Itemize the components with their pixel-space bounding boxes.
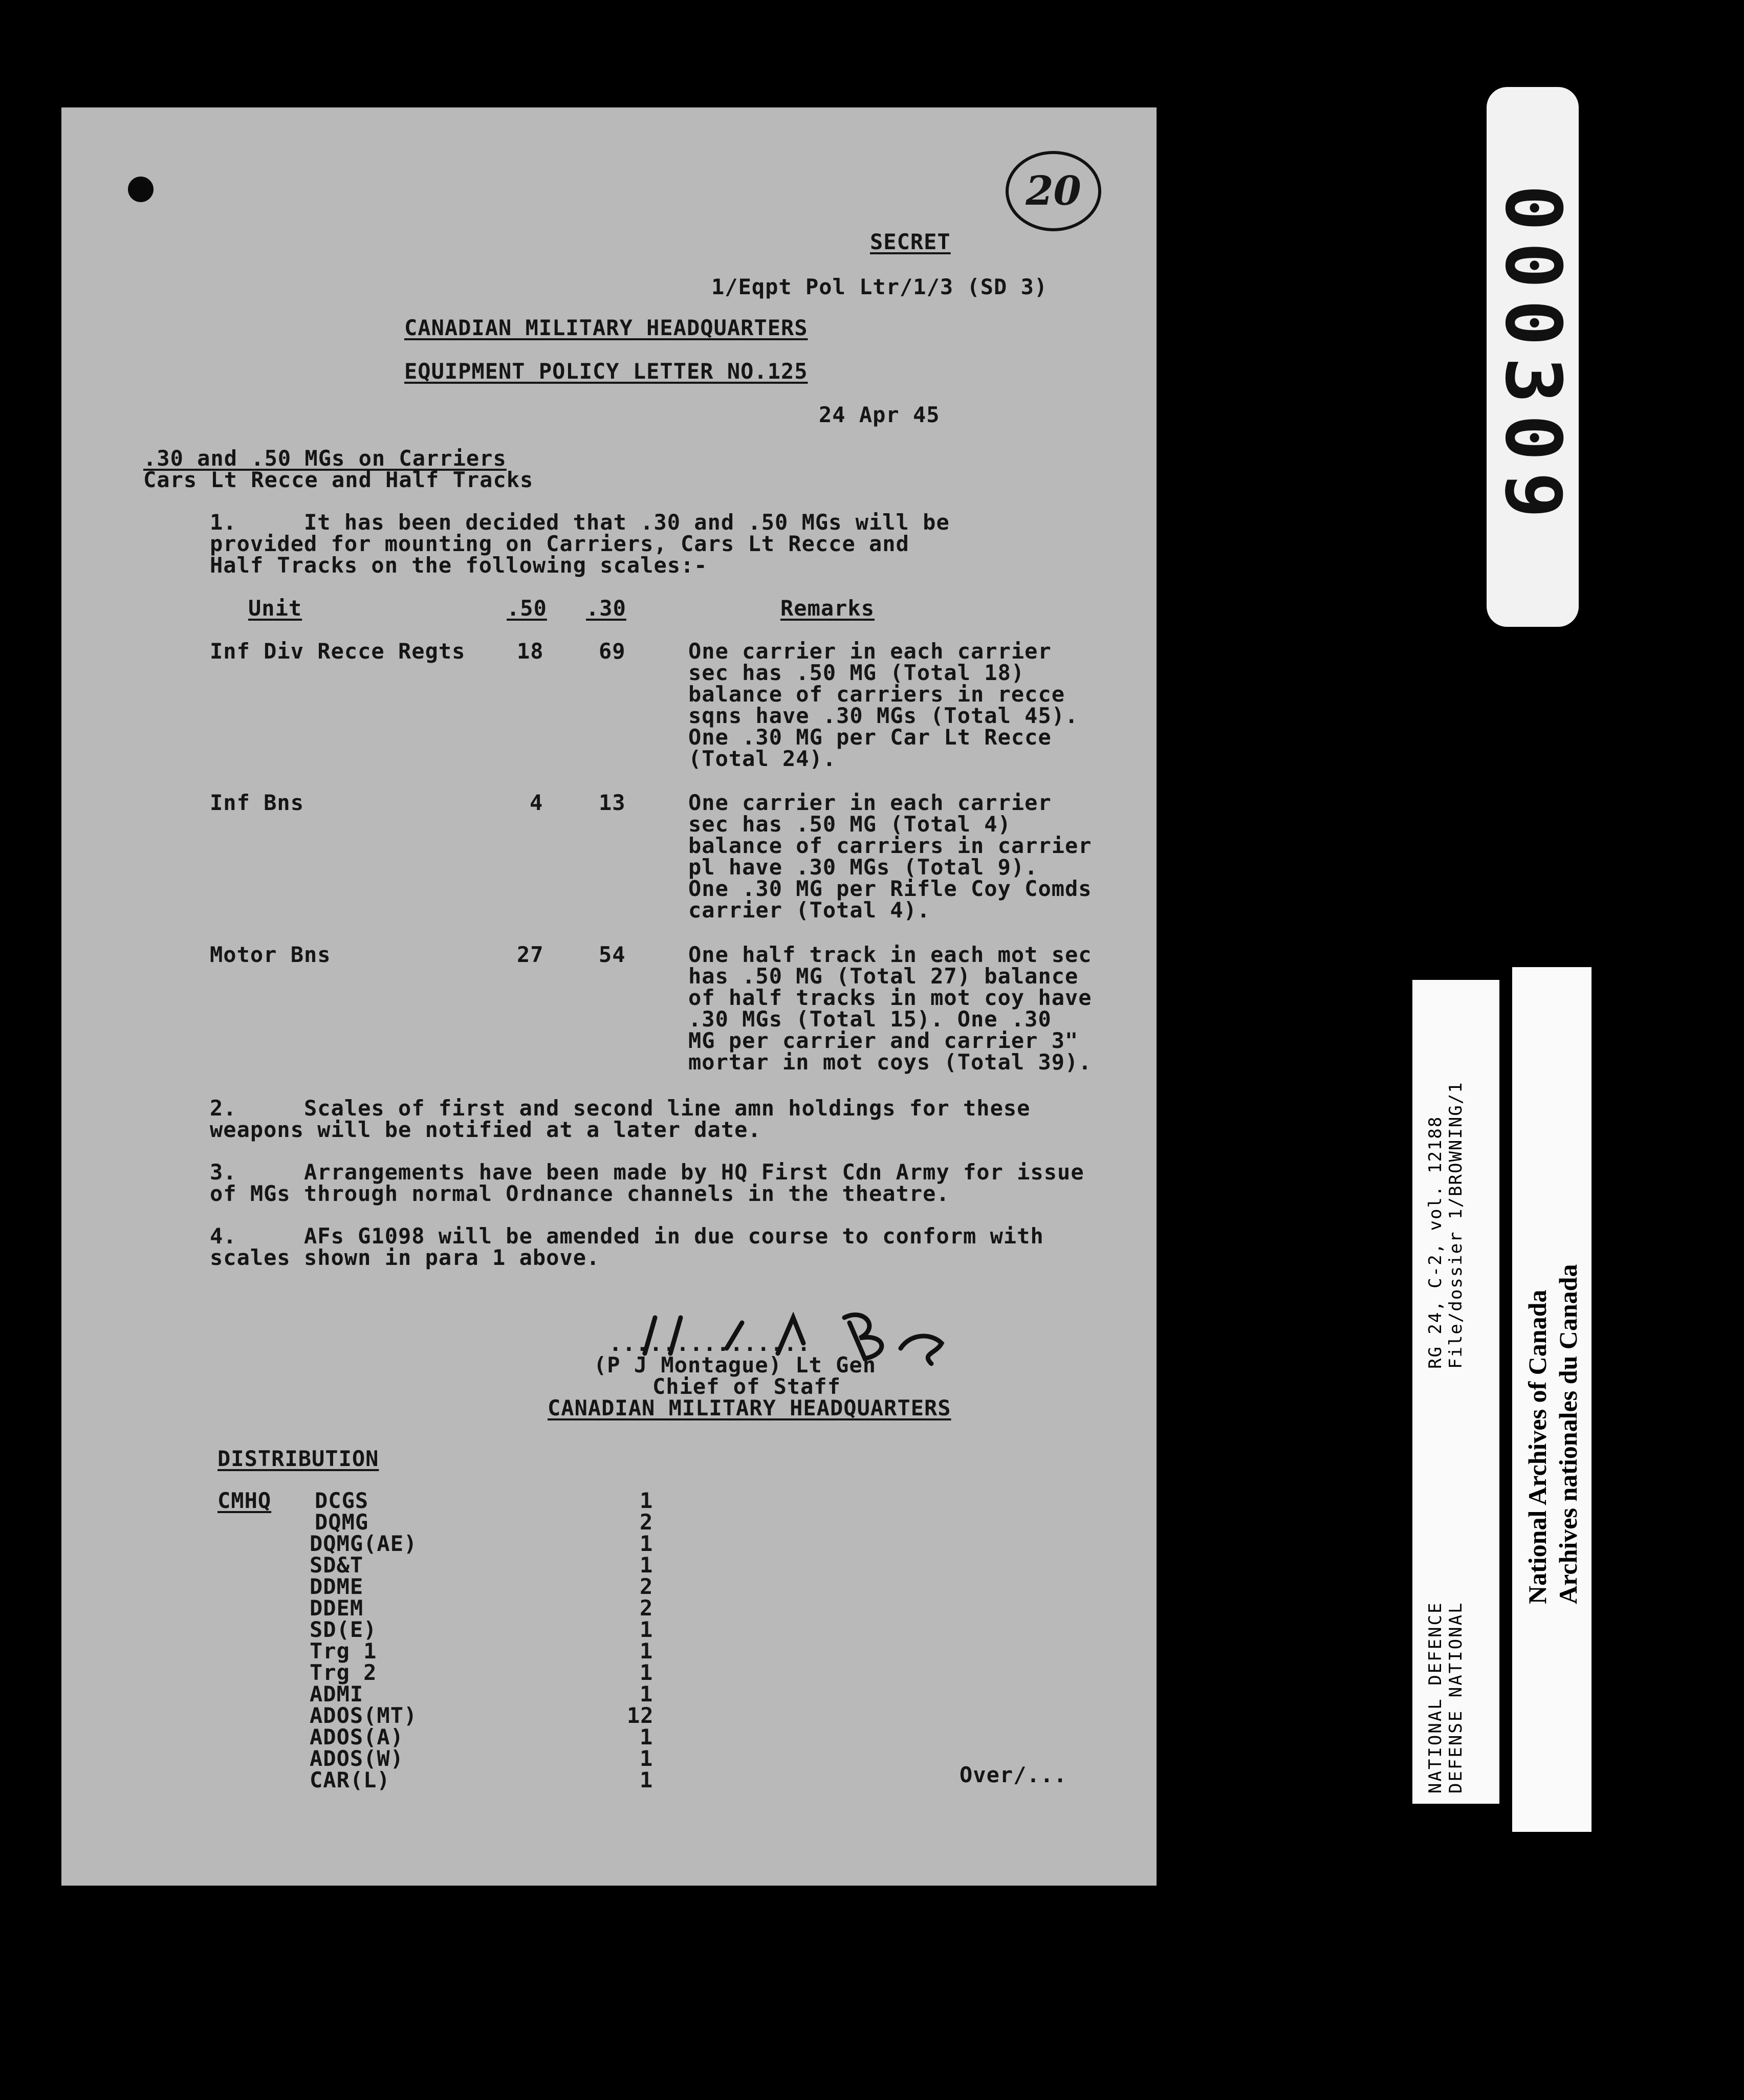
- list-item: SD(E): [310, 1617, 377, 1642]
- list-item: DDEM: [310, 1595, 364, 1621]
- file-number: 000309: [1488, 184, 1577, 530]
- document-page: 20 SECRET 1/Eqpt Pol Ltr/1/3 (SD 3) CANADIAN MILITARY HEADQUARTERS EQUIPMENT POLICY LETTER NO.125 24 Apr 45 .30 and .50 MGs on Carriers Cars Lt Recce and Half Tracks 1. It has been decided that .30 and .50 MGs will be provided for mounting on Carriers, Cars Lt Recce and Half Tracks on the following scales:- Unit .50 .30 Remarks Inf Div Recce Regts 18 69 One carrier in each carrier sec has .50 MG (Total 18) balance of carriers in recce sqns have .30 MGs (Total 45). One .30 MG per Car Lt Recce (Total 24). Inf Bns 4 13 One carrier in each carrier sec has .50 MG (Total 4) balance of carriers in carrier pl have .30 MGs (Total 9). One .30 MG per Rifle Coy Comds carrier (Total 4). Motor Bns 27 54 One half track in each mot sec has .50 MG (Total 27) balance of half tracks in mot coy have .30 MGs (Total 15). One .30 MG per carrier and carrier 3" mortar in mot coys (Total 39). 2. Scales of first and second line amn holdings for these weapons will be notified at a later date. 3. Arrangements have been made by HQ First Cdn Army for issue of MGs through normal Ordnance channels in the theatre. 4. AFs G1098 will be amended in due course to conform with scales shown in para 1 above. ............... (P J Montague) Lt Gen Chief of Staff CANADIAN MILITARY HEADQUARTERS DISTRIBUTION CMHQ DCGS 1 DQMG 2 DQMG(AE) 1 SD&T 1 DDME 2 DDEM 2 SD(E) 1 Trg 1 1 Trg 2 1 ADMI 1 ADOS(MT) 12 ADOS(A) 1 ADOS(W) 1 CAR(L) 1 Over/...: [61, 107, 1157, 1886]
- header-50: .50: [507, 596, 547, 621]
- reference-number: 1/Eqpt Pol Ltr/1/3 (SD 3): [711, 274, 1048, 299]
- list-item: ADMI: [310, 1681, 364, 1707]
- list-item: SD&T: [310, 1552, 364, 1578]
- distribution-group: CMHQ: [217, 1488, 272, 1513]
- list-item: DCGS: [315, 1488, 369, 1513]
- list-item-qty: 1: [640, 1488, 653, 1513]
- list-item: Trg 2: [310, 1660, 377, 1685]
- punch-hole: [128, 177, 154, 202]
- distribution-title: DISTRIBUTION: [217, 1446, 379, 1471]
- list-item: DQMG: [315, 1510, 369, 1535]
- list-item-qty: 12: [627, 1703, 654, 1728]
- archives-en: National Archives of Canada: [1523, 1289, 1552, 1604]
- subject-line-2: Cars Lt Recce and Half Tracks: [143, 467, 534, 492]
- dept-en: NATIONAL DEFENCE: [1425, 1601, 1446, 1793]
- dept-fr: DEFENSE NATIONAL: [1446, 1601, 1466, 1793]
- letter-date: 24 Apr 45: [819, 402, 940, 427]
- subject-line-1: .30 and .50 MGs on Carriers: [143, 446, 507, 471]
- list-item-qty: 1: [640, 1724, 653, 1749]
- letter-title: EQUIPMENT POLICY LETTER NO.125: [404, 359, 808, 384]
- list-item: ADOS(MT): [310, 1703, 418, 1728]
- list-item: ADOS(W): [310, 1746, 404, 1771]
- hq-title: CANADIAN MILITARY HEADQUARTERS: [404, 315, 808, 340]
- archives-fr: Archives nationales du Canada: [1554, 1264, 1582, 1604]
- signatory-role: Chief of Staff: [652, 1374, 841, 1399]
- list-item-qty: 1: [640, 1638, 653, 1664]
- ref-line-2: File/dossier 1/BROWNING/1: [1446, 1081, 1466, 1369]
- list-item-qty: 2: [640, 1574, 653, 1599]
- list-item: DQMG(AE): [310, 1531, 418, 1556]
- list-item-qty: 1: [640, 1552, 653, 1578]
- archive-reference-label: [1412, 980, 1499, 1804]
- list-item: CAR(L): [310, 1767, 390, 1792]
- signatory-name: (P J Montague) Lt Gen: [594, 1352, 877, 1377]
- header-unit: Unit: [248, 596, 302, 621]
- list-item-qty: 1: [640, 1660, 653, 1685]
- folio-number: 20: [1026, 168, 1081, 214]
- archives-label: [1512, 967, 1592, 1832]
- list-item-qty: 1: [640, 1746, 653, 1771]
- list-item: DDME: [310, 1574, 364, 1599]
- signatory-org: CANADIAN MILITARY HEADQUARTERS: [548, 1395, 951, 1420]
- list-item-qty: 1: [640, 1681, 653, 1707]
- folio-stamp: [1006, 151, 1101, 231]
- header-30: .30: [586, 596, 626, 621]
- list-item-qty: 1: [640, 1617, 653, 1642]
- list-item-qty: 1: [640, 1767, 653, 1792]
- list-item: ADOS(A): [310, 1724, 404, 1749]
- ref-line-1: RG 24, C-2, vol. 12188: [1425, 1115, 1446, 1369]
- list-item: Trg 1: [310, 1638, 377, 1664]
- list-item-qty: 2: [640, 1595, 653, 1621]
- list-item-qty: 1: [640, 1531, 653, 1556]
- signature-dots: ...............: [609, 1331, 811, 1356]
- over-note: Over/...: [960, 1762, 1067, 1787]
- list-item-qty: 2: [640, 1510, 653, 1535]
- header-remarks: Remarks: [780, 596, 875, 621]
- classification: SECRET: [870, 229, 951, 254]
- file-number-label: [1487, 87, 1579, 627]
